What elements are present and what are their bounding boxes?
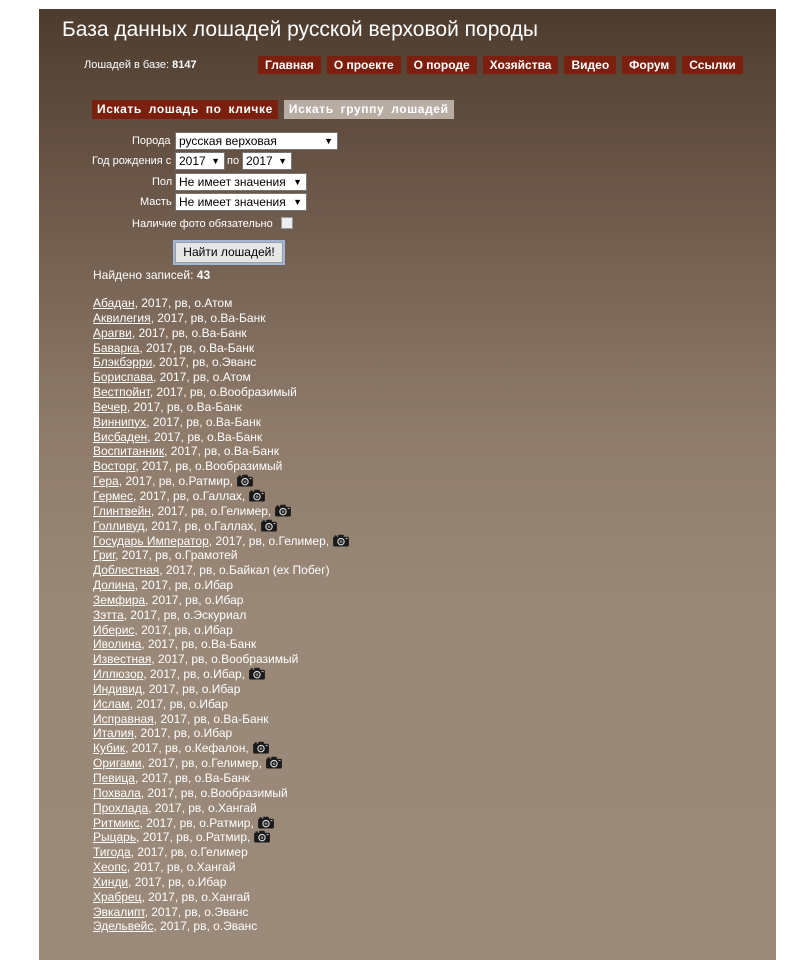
horse-name-link[interactable]: Исправная [93, 711, 154, 726]
horse-count-label: Лошадей в базе: [84, 59, 170, 71]
camera-icon[interactable] [252, 741, 270, 754]
result-item [93, 726, 350, 741]
result-item [93, 355, 350, 370]
horse-info: , 2017, рв, о.Байкал (ех Побег) [159, 563, 330, 578]
horse-info: , 2017, рв, о.Ибар [134, 578, 234, 593]
horse-name-link[interactable]: Гермес [93, 488, 133, 503]
result-item [93, 296, 350, 311]
birth-year-label: Год рождения с [92, 155, 172, 167]
find-horses-button[interactable]: Найти лошадей! [175, 242, 283, 263]
horse-info: , 2017, рв, о.Хангай [141, 889, 251, 904]
tab-search-by-name[interactable]: Искать лошадь по кличке [92, 100, 278, 119]
result-item [93, 370, 350, 385]
camera-icon[interactable] [274, 504, 292, 517]
camera-icon[interactable] [248, 489, 266, 502]
camera-icon[interactable] [253, 830, 271, 843]
camera-icon[interactable] [257, 816, 275, 829]
result-item [93, 504, 350, 519]
result-item [93, 875, 350, 890]
horse-name-link[interactable]: Оригами [93, 756, 142, 771]
year-to-select[interactable] [242, 152, 292, 170]
horse-name-link[interactable]: Земфира [93, 592, 146, 607]
result-item [93, 652, 350, 667]
color-select[interactable] [175, 193, 307, 211]
result-item [93, 341, 350, 356]
result-item [93, 444, 350, 459]
horse-info: , 2017, рв, о.Вообразимый [151, 652, 299, 667]
color-label: Масть [140, 196, 172, 208]
horse-info: , 2017, рв, о.Ва-Банк [153, 711, 269, 726]
horse-name-link[interactable]: Прохлада [93, 800, 149, 815]
year-from-select[interactable] [175, 152, 225, 170]
result-item [93, 534, 350, 549]
result-item [93, 919, 350, 934]
horse-info: , 2017, рв, о.Ибар [145, 592, 244, 607]
horse-count-value: 8147 [172, 59, 197, 71]
result-item [93, 771, 350, 786]
nav-about-breed[interactable]: О породе [407, 56, 477, 74]
horse-info: , 2017, рв, о.Эванс [152, 355, 257, 370]
horse-name-link[interactable]: Аквилегия [93, 310, 151, 325]
camera-icon[interactable] [332, 534, 350, 547]
nav-forum[interactable]: Форум [622, 56, 676, 74]
page-container [39, 9, 776, 960]
site-title: База данных лошадей русской верховой породы [62, 18, 538, 41]
dropdown-arrow-icon: ▼ [293, 177, 302, 187]
horse-name-link[interactable]: Похвала [93, 785, 141, 800]
result-item [93, 830, 350, 845]
horse-name-link[interactable]: Блэкбэрри [93, 355, 153, 370]
horse-name-link[interactable]: Храбрец [93, 889, 142, 904]
horse-info: , 2017, рв, о.Эскуриал [123, 607, 247, 622]
result-item [93, 845, 350, 860]
year-to-label: по [227, 155, 240, 167]
horse-info: , 2017, рв, о.Ратмир, [139, 815, 254, 830]
main-nav [258, 56, 743, 74]
horse-name-link[interactable]: Ритмикс [93, 815, 140, 830]
breed-select-value: русская верховая [179, 134, 277, 148]
camera-icon[interactable] [248, 667, 266, 680]
result-item [93, 608, 350, 623]
horse-name-link[interactable]: Вестпойнт [93, 385, 150, 400]
sex-select-value: Не имеет значения [179, 175, 286, 189]
nav-about-project[interactable]: О проекте [327, 56, 401, 74]
result-item [93, 786, 350, 801]
horse-info: , 2017, рв, о.Эванс [153, 919, 258, 934]
horse-info: , 2017, рв, о.Гелимер, [208, 533, 330, 548]
result-item [93, 741, 350, 756]
horse-info: , 2017, рв, о.Гелимер, [150, 503, 272, 518]
horse-info: , 2017, рв, о.Ва-Банк [147, 429, 263, 444]
result-item [93, 712, 350, 727]
horse-name-link[interactable]: Хеопс [93, 860, 127, 875]
horse-name-link[interactable]: Ислам [93, 696, 130, 711]
horse-info: , 2017, рв, о.Кефалон, [124, 741, 249, 756]
horse-name-link[interactable]: Висбаден [93, 429, 148, 444]
horse-name-link[interactable]: Бориспава [93, 370, 154, 385]
nav-farms[interactable]: Хозяйства [483, 56, 559, 74]
horse-info: , 2017, рв, о.Ратмир, [136, 830, 251, 845]
sex-select[interactable] [175, 173, 307, 191]
horse-info: , 2017, рв, о.Ва-Банк [139, 340, 255, 355]
horse-info: , 2017, рв, о.Галлах, [144, 518, 257, 533]
photo-required-label: Наличие фото обязательно [132, 218, 273, 230]
horse-info: , 2017, рв, о.Ва-Банк [131, 325, 247, 340]
horse-name-link[interactable]: Певица [93, 771, 135, 785]
dropdown-arrow-icon: ▼ [278, 156, 287, 166]
photo-required-checkbox[interactable] [281, 217, 293, 229]
sex-label: Пол [152, 176, 173, 188]
result-item [93, 548, 350, 563]
horse-name-link[interactable]: Абадан [93, 296, 135, 310]
horse-info: , 2017, рв, о.Ва-Банк [141, 637, 257, 652]
horse-info: , 2017, рв, о.Ибар, [143, 667, 246, 682]
result-item [93, 326, 350, 341]
year-from-value: 2017 [179, 154, 206, 168]
horse-info: , 2017, рв, о.Ва-Банк [146, 414, 262, 429]
horse-count [84, 59, 197, 71]
horse-name-link[interactable]: Вечер [93, 399, 127, 414]
result-item [93, 860, 350, 875]
result-item [93, 563, 350, 578]
result-item [93, 459, 350, 474]
horse-name-link[interactable]: Эдельвейс [93, 919, 154, 934]
result-item [93, 311, 350, 326]
result-item [93, 578, 350, 593]
horse-info: , 2017, рв, о.Ва-Банк [164, 444, 279, 459]
horse-info: , 2017, рв, о.Ва-Банк [134, 771, 250, 785]
breed-select[interactable] [175, 132, 338, 150]
horse-name-link[interactable]: Глинтвейн [93, 503, 151, 518]
nav-video[interactable]: Видео [564, 56, 616, 74]
horse-info: , 2017, рв, о.Эванс [144, 904, 249, 919]
horse-info: , 2017, рв, о.Атом [153, 370, 251, 385]
result-item [93, 682, 350, 697]
horse-name-link[interactable]: Иберис [93, 622, 135, 637]
horse-name-link[interactable]: Долина [93, 578, 135, 593]
nav-links[interactable]: Ссылки [682, 56, 742, 74]
horse-info: , 2017, рв, о.Гелимер, [141, 756, 262, 771]
camera-icon[interactable] [236, 474, 254, 487]
result-item [93, 801, 350, 816]
result-item [93, 430, 350, 445]
horse-info: , 2017, рв, о.Вообразимый [135, 459, 283, 474]
horse-info: , 2017, рв, о.Атом [134, 296, 233, 310]
found-count-value: 43 [196, 268, 211, 282]
horse-name-link[interactable]: Голливуд [93, 518, 145, 533]
result-item [93, 385, 350, 400]
nav-home[interactable]: Главная [258, 56, 321, 74]
result-item [93, 637, 350, 652]
horse-name-link[interactable]: Иволина [93, 637, 142, 652]
horse-info: , 2017, рв, о.Ратмир, [118, 474, 233, 489]
horse-info: , 2017, рв, о.Ибар [133, 726, 233, 741]
horse-name-link[interactable]: Иллюзор [93, 667, 144, 682]
result-item [93, 474, 350, 489]
result-item [93, 415, 350, 430]
horse-name-link[interactable]: Индивид [93, 681, 143, 696]
result-item [93, 667, 350, 682]
horse-name-link[interactable]: Григ [93, 548, 116, 563]
found-count-label: Найдено записей: [93, 268, 194, 282]
dropdown-arrow-icon: ▼ [211, 156, 220, 166]
result-item [93, 816, 350, 831]
horse-info: , 2017, рв, о.Грамотей [115, 548, 238, 563]
horse-info: , 2017, рв, о.Ибар [128, 874, 227, 889]
horse-name-link[interactable]: Восторг [93, 459, 136, 474]
year-to-value: 2017 [246, 154, 273, 168]
search-tabs [92, 100, 454, 119]
horse-info: , 2017, рв, о.Хангай [126, 860, 236, 875]
result-item [93, 890, 350, 905]
horse-name-link[interactable]: Виннипух [93, 414, 147, 429]
horse-name-link[interactable]: Баварка [93, 340, 140, 355]
results-list [93, 296, 350, 934]
found-count [93, 268, 210, 282]
horse-info: , 2017, рв, о.Вообразимый [149, 385, 297, 400]
horse-name-link[interactable]: Зэтта [93, 607, 124, 622]
horse-info: , 2017, рв, о.Хангай [148, 800, 257, 815]
horse-name-link[interactable]: Хинди [93, 874, 129, 889]
tab-search-group[interactable]: Искать группу лошадей [284, 100, 454, 119]
horse-info: , 2017, рв, о.Ибар [129, 696, 228, 711]
horse-name-link[interactable]: Тигода [93, 845, 131, 860]
horse-info: , 2017, рв, о.Ибар [134, 622, 233, 637]
horse-name-link[interactable]: Кубик [93, 741, 125, 756]
camera-icon[interactable] [260, 519, 278, 532]
result-item [93, 593, 350, 608]
horse-name-link[interactable]: Доблестная [93, 563, 160, 578]
result-item [93, 905, 350, 920]
result-item [93, 519, 350, 534]
breed-label: Порода [132, 135, 171, 147]
horse-info: , 2017, рв, о.Вообразимый [140, 785, 288, 800]
dropdown-arrow-icon: ▼ [293, 197, 302, 207]
horse-name-link[interactable]: Рыцарь [93, 830, 137, 845]
result-item [93, 623, 350, 638]
horse-name-link[interactable]: Италия [93, 726, 134, 741]
horse-name-link[interactable]: Известная [93, 652, 152, 667]
horse-info: , 2017, рв, о.Ва-Банк [150, 310, 266, 325]
horse-name-link[interactable]: Арагви [93, 325, 132, 340]
dropdown-arrow-icon: ▼ [324, 136, 333, 146]
horse-info: , 2017, рв, о.Галлах, [132, 488, 246, 503]
horse-name-link[interactable]: Государь Император [93, 533, 209, 548]
horse-info: , 2017, рв, о.Гелимер [130, 845, 248, 860]
result-item [93, 489, 350, 504]
result-item [93, 756, 350, 771]
color-select-value: Не имеет значения [179, 195, 286, 209]
horse-name-link[interactable]: Гера [93, 474, 119, 489]
horse-info: , 2017, рв, о.Ва-Банк [126, 399, 242, 414]
result-item [93, 697, 350, 712]
horse-name-link[interactable]: Эвкалипт [93, 904, 145, 919]
camera-icon[interactable] [265, 756, 283, 769]
horse-name-link[interactable]: Воспитанник [93, 444, 165, 459]
horse-info: , 2017, рв, о.Ибар [142, 681, 241, 696]
result-item [93, 400, 350, 415]
